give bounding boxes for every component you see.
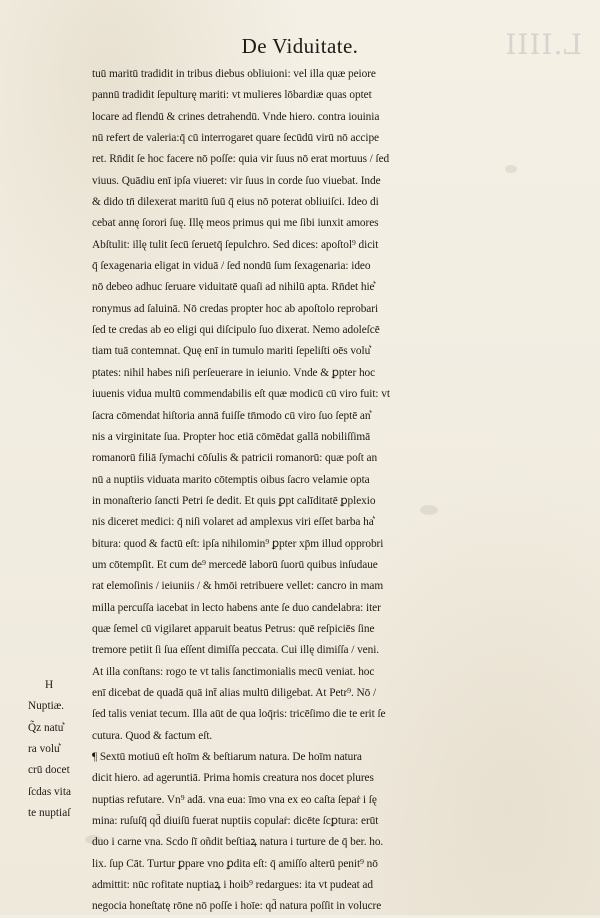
text-line: iuuenis vidua multū commendabilis eſt quæ modicū cū viro fuit: vt <box>92 388 390 401</box>
text-line: mina: ruſuſq̄ qd̄ diuiſū fuerat nuptiis copulaṙ: dicēte ſcꝑtura: erūt <box>92 815 379 828</box>
text-line: locare ad flendū & crines detrahendū. Vnde hiero. contra iouinia <box>92 110 380 123</box>
text-line: & dido tn̄ dilexerat maritū ſuū q̄ eius nō poterat obliuiſci. Ideo di <box>92 196 379 209</box>
faint-corner-mark: L.IIII <box>504 28 582 61</box>
text-line: cebat annę ſorori ſuę. Illę meos primus qui me ſibi iunxit amores <box>92 217 379 230</box>
text-line: dicit hiero. ad ageruntiā. Prima homis creatura nos docet plures <box>92 772 374 785</box>
body-text <box>92 64 542 918</box>
margin-note: Q̃z natu͛ <box>28 721 64 734</box>
text-line: ſed talis veniat tecum. Illa aūt de qua loq̄ris: tricēſimo die te erit ſe <box>92 708 386 721</box>
text-line: rat elemoſinis / ieiuniis / & hmōi retribuere vellet: cancro in mam <box>92 580 384 593</box>
margin-note: ſcdas vita <box>28 785 71 798</box>
text-line: ronymus ad ſaluinā. Nō credas propter hoc ab apoſtolo reprobari <box>92 302 379 315</box>
margin-note: H <box>45 679 54 691</box>
text-line: Abſtulit: illę tulit ſecū ſeruetq̄ ſepulchro. Sed dices: apoſtol⁹ dicit <box>92 238 379 251</box>
margin-note: ra volu͛ <box>28 743 60 756</box>
text-line: tuū maritū tradidit in tribus diebus obliuioni: vel illa quæ peiore <box>92 68 376 80</box>
text-line: enī dicebat de quadā quā int̄ alias multū diligebat. At Petr⁹. Nō / <box>92 686 377 699</box>
text-line: nuptias refutare. Vn⁹ adā. vna eua: īmo vna ex eo caſta ſepaṙ i ſę <box>92 793 377 806</box>
margin-note: te nuptiaſ <box>28 807 71 820</box>
text-line: nū refert de valeria:q̄ cū interrogaret quare ſecūdū virū nō accipe <box>92 132 379 145</box>
text-line: ptates: nihil habes niſi perſeuerare in ieiunio. Vnde & ꝑpter hoc <box>92 366 376 379</box>
text-line: ret. Rn̄dit ſe hoc facere nō poſſe: quia vir ſuus nō erat mortuus / ſed <box>92 153 390 166</box>
page-title: De Viduitate. <box>241 34 359 58</box>
text-line: nis a virginitate ſua. Propter hoc etiā cōmēdat gallā nobiliſſimā <box>92 430 371 443</box>
text-line: romanorū filiā ſymachi cōſulis & patricii romanorū: quæ poſt an <box>92 452 378 465</box>
text-line: bitura: quod & factū eſt: ipſa nihilomin⁹ ꝑpter xp̄m illud opprobri <box>92 537 384 550</box>
margin-note: crū docet <box>28 764 70 777</box>
text-line: nis diceret medici: q̄ niſi volaret ad amplexus viri eſſet barba ha͛ <box>92 516 374 529</box>
text-line: duo i carne vna. Scdo ſī oñdit beſtiaꝝ natura i turture de q̄ ber. ho. <box>92 836 384 849</box>
text-line: ſed te credas ab eo eligi qui diſcipulo ſuo dixerat. Nemo adoleſcē <box>92 324 380 337</box>
text-line: ¶ Sextū motiuū eſt hoīm & beſtiarum natura. De hoīm natura <box>92 751 362 763</box>
text-line: cutura. Quod & factum eſt. <box>92 729 213 742</box>
text-line: At illa conſtans: rogo te vt talis ſanctimonialis mecū veniat. hoc <box>92 665 375 678</box>
text-line: tiam tuā contemnat. Quę enī in tumulo mariti ſepeliſti oēs volu͛ <box>92 345 371 358</box>
text-line: quæ ſemel cū vigilaret apparuit beatus Petrus: quē reſpiciēs ſine <box>92 622 375 635</box>
text-line: admittit: nūc rofitate nuptiaꝝ i hoib⁹ redargues: ita vt pudeat ad <box>92 879 373 892</box>
text-line: negocia honeſtatę rōne nō poſſe i hoīe: qd̄ natura poſſit in volucre <box>92 900 382 913</box>
text-line: nū a nuptiis viduata marito cōtemptis oibus ſacro velamie opta <box>92 473 370 486</box>
text-line: viuus. Quādiu enī ipſa viueret: vir ſuus in corde ſuo viuebat. Inde <box>92 174 381 187</box>
margin-note: Nuptiæ. <box>28 700 65 713</box>
text-line: ſacra cōmendat hiſtoria annā fuiſſe tn̄modo cū viro ſuo ſeptē an͛ <box>92 409 371 422</box>
text-line: lix. ſup Cāt. Turtur ꝑpare vno ꝑdita eſt: q̄ amiſſo alterū penit⁹ nō <box>92 857 378 870</box>
text-line: nō debeo adhuc ſeruare viduitatē quaſi ad nihilū apta. Rn̄det hie͛ <box>92 281 375 294</box>
text-line: tremore petiit ſi ſua eſſent dimiſſa peccata. Cui illę dimiſſa / veni. <box>92 644 380 657</box>
text-line: in monaſterio ſancti Petri ſe dedit. Et quis ꝑpt calīditatē ꝑplexio <box>92 494 376 507</box>
text-line: q̄ ſexagenaria eligat in viduā / ſed nondū ſum ſexagenaria: ideo <box>92 260 371 273</box>
text-line: pannū tradidit ſepulturę mariti: vt mulieres lōbardiæ quas optet <box>92 89 372 102</box>
text-line: milla percuſſa iacebat in lecto habens ante ſe duo candelabra: iter <box>92 601 381 614</box>
margin-notes <box>28 675 98 824</box>
text-line: um cōtempſit. Et cum de⁹ mercedē laborū ſuorū quibus inſudaue <box>92 558 378 571</box>
